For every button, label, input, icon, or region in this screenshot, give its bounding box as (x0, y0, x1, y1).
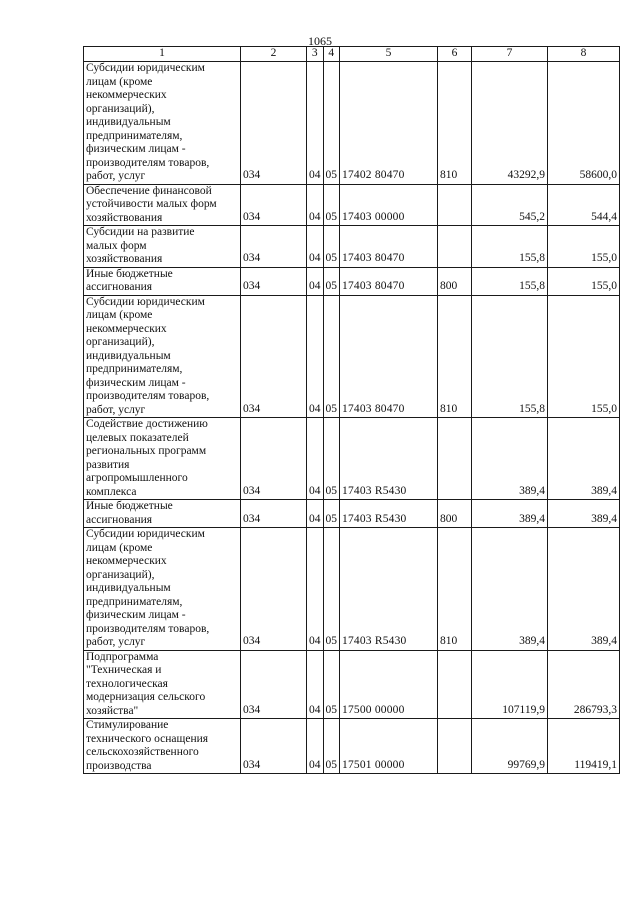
table-row (84, 62, 620, 185)
section-code: 04 (307, 650, 324, 719)
item-name: Субсидии юридическим лицам (кроме некоммерческих организаций), индивидуальным предпринимателям, физическим лицам - производителям товаров, работ, услуг (84, 62, 241, 185)
table-row (84, 500, 620, 528)
expense-type-code (438, 719, 472, 774)
column-header: 1 (84, 47, 241, 62)
header-row (84, 47, 620, 62)
target-article-code: 17403 80470 (340, 226, 438, 268)
subsection-code: 05 (323, 184, 340, 226)
table-row (84, 295, 620, 418)
section-code: 04 (307, 184, 324, 226)
table-row (84, 528, 620, 651)
expense-type-code: 800 (438, 267, 472, 295)
amount-col7: 155,8 (472, 295, 548, 418)
expense-type-code: 810 (438, 62, 472, 185)
target-article-code: 17403 R5430 (340, 500, 438, 528)
subsection-code: 05 (323, 500, 340, 528)
column-header: 7 (472, 47, 548, 62)
target-article-code: 17403 R5430 (340, 528, 438, 651)
amount-col8: 286793,3 (548, 650, 620, 719)
column-header: 3 (307, 47, 324, 62)
item-name: Подпрограмма "Техническая и технологическая модернизация сельского хозяйства" (84, 650, 241, 719)
item-name: Субсидии на развитие малых форм хозяйствования (84, 226, 241, 268)
target-article-code: 17501 00000 (340, 719, 438, 774)
target-article-code: 17403 R5430 (340, 418, 438, 500)
expense-type-code: 800 (438, 500, 472, 528)
column-header: 2 (241, 47, 307, 62)
amount-col7: 389,4 (472, 500, 548, 528)
expense-type-code (438, 418, 472, 500)
target-article-code: 17402 80470 (340, 62, 438, 185)
ministry-code: 034 (241, 184, 307, 226)
column-header: 4 (323, 47, 340, 62)
amount-col7: 389,4 (472, 528, 548, 651)
item-name: Субсидии юридическим лицам (кроме некоммерческих организаций), индивидуальным предпринимателям, физическим лицам - производителям товаров, работ, услуг (84, 528, 241, 651)
subsection-code: 05 (323, 267, 340, 295)
target-article-code: 17403 80470 (340, 267, 438, 295)
item-name: Стимулирование технического оснащения сельскохозяйственного производства (84, 719, 241, 774)
table-row (84, 418, 620, 500)
amount-col7: 155,8 (472, 226, 548, 268)
item-name: Иные бюджетные ассигнования (84, 267, 241, 295)
subsection-code: 05 (323, 295, 340, 418)
amount-col8: 58600,0 (548, 62, 620, 185)
expense-type-code (438, 650, 472, 719)
expense-type-code: 810 (438, 295, 472, 418)
ministry-code: 034 (241, 719, 307, 774)
subsection-code: 05 (323, 650, 340, 719)
table-row (84, 184, 620, 226)
subsection-code: 05 (323, 418, 340, 500)
amount-col8: 389,4 (548, 418, 620, 500)
table-row (84, 226, 620, 268)
target-article-code: 17403 80470 (340, 295, 438, 418)
amount-col8: 389,4 (548, 500, 620, 528)
amount-col7: 155,8 (472, 267, 548, 295)
table-row (84, 719, 620, 774)
ministry-code: 034 (241, 500, 307, 528)
amount-col7: 545,2 (472, 184, 548, 226)
section-code: 04 (307, 719, 324, 774)
table-row (84, 267, 620, 295)
budget-table (83, 46, 620, 774)
subsection-code: 05 (323, 528, 340, 651)
section-code: 04 (307, 418, 324, 500)
target-article-code: 17500 00000 (340, 650, 438, 719)
item-name: Иные бюджетные ассигнования (84, 500, 241, 528)
expense-type-code (438, 184, 472, 226)
page-number: 1065 (308, 34, 332, 48)
ministry-code: 034 (241, 418, 307, 500)
section-code: 04 (307, 528, 324, 651)
section-code: 04 (307, 267, 324, 295)
ministry-code: 034 (241, 226, 307, 268)
amount-col8: 155,0 (548, 267, 620, 295)
amount-col7: 43292,9 (472, 62, 548, 185)
item-name: Обеспечение финансовой устойчивости малых форм хозяйствования (84, 184, 241, 226)
section-code: 04 (307, 295, 324, 418)
section-code: 04 (307, 500, 324, 528)
column-header: 5 (340, 47, 438, 62)
column-header: 6 (438, 47, 472, 62)
ministry-code: 034 (241, 295, 307, 418)
ministry-code: 034 (241, 62, 307, 185)
ministry-code: 034 (241, 528, 307, 651)
subsection-code: 05 (323, 719, 340, 774)
expense-type-code (438, 226, 472, 268)
section-code: 04 (307, 62, 324, 185)
ministry-code: 034 (241, 267, 307, 295)
amount-col8: 389,4 (548, 528, 620, 651)
ministry-code: 034 (241, 650, 307, 719)
table-row (84, 650, 620, 719)
column-header: 8 (548, 47, 620, 62)
amount-col8: 544,4 (548, 184, 620, 226)
amount-col7: 389,4 (472, 418, 548, 500)
target-article-code: 17403 00000 (340, 184, 438, 226)
subsection-code: 05 (323, 62, 340, 185)
subsection-code: 05 (323, 226, 340, 268)
item-name: Субсидии юридическим лицам (кроме некоммерческих организаций), индивидуальным предпринимателям, физическим лицам - производителям товаров, работ, услуг (84, 295, 241, 418)
amount-col8: 155,0 (548, 295, 620, 418)
amount-col8: 119419,1 (548, 719, 620, 774)
amount-col8: 155,0 (548, 226, 620, 268)
item-name: Содействие достижению целевых показателей региональных программ развития агропромышленного комплекса (84, 418, 241, 500)
expense-type-code: 810 (438, 528, 472, 651)
amount-col7: 107119,9 (472, 650, 548, 719)
amount-col7: 99769,9 (472, 719, 548, 774)
section-code: 04 (307, 226, 324, 268)
